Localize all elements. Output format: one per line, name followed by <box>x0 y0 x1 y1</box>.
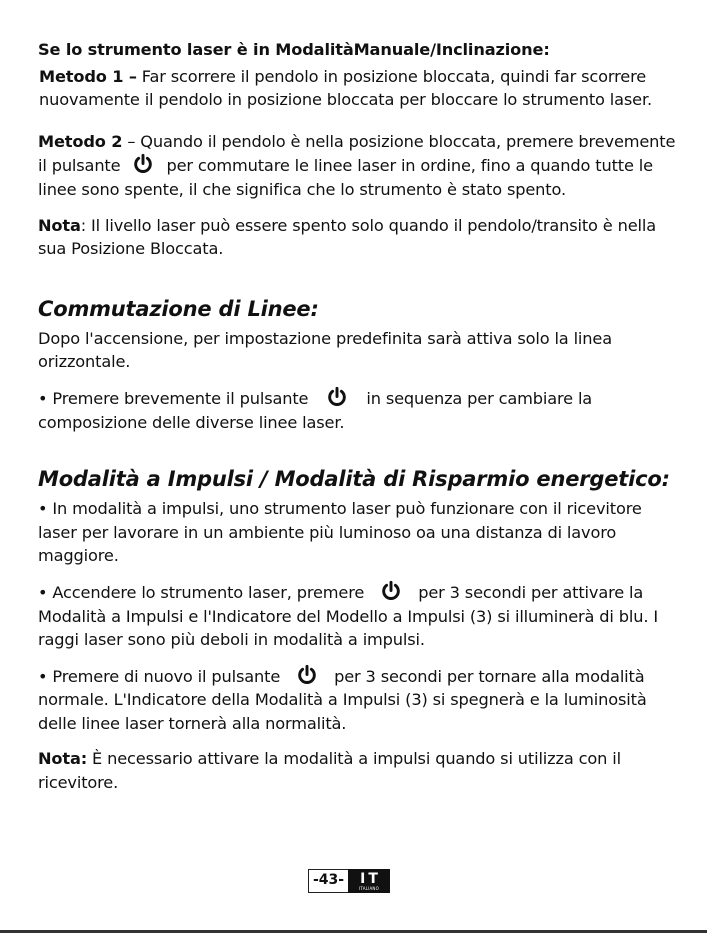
pulse-bullet-3 <box>38 664 678 736</box>
pulse-bullet-2-a: • Accendere lo strumento laser, premere <box>38 582 365 602</box>
power-icon <box>380 580 402 602</box>
power-icon <box>296 664 318 686</box>
line-switching-bullet-a: • Premere brevemente il pulsante <box>38 388 309 408</box>
method-1-label: Metodo 1 – <box>39 66 137 86</box>
note-text-1: : Il livello laser può essere spento solo quando il pendolo/transito è nella sua Posizione Bloccata. <box>38 215 656 259</box>
note-label-2: Nota: <box>38 749 88 769</box>
language-badge <box>348 869 390 893</box>
method-2-label: Metodo 2 <box>38 131 123 151</box>
pulse-bullet-1: • In modalità a impulsi, uno strumento laser può funzionare con il ricevitore laser per lavorare in un ambiente più luminoso oa una distanza di lavoro maggiore. <box>38 499 642 566</box>
page-number: -43- <box>308 869 348 893</box>
language-code: IT <box>360 870 381 887</box>
line-switching-bullet <box>38 386 678 434</box>
language-name: ITALIANO <box>359 885 379 891</box>
method-2-text-a: – Quando il pendolo è nella posizione bloccata, premere brevemente il pulsante <box>38 131 676 176</box>
section-heading-line-switching: Commutazione di Linee: <box>38 296 319 321</box>
pulse-bullet-2-b: per 3 secondi per attivare la Modalità a Impulsi e l'Indicatore del Modello a Impulsi (3) si illuminerà di blu. I raggi laser sono più deboli in modalità a impulsi. <box>38 582 658 650</box>
note-text-2: È necessario attivare la modalità a impulsi quando si utilizza con il ricevitore. <box>38 749 621 793</box>
method-2-paragraph <box>38 130 678 202</box>
method-1-paragraph <box>39 65 678 112</box>
method-1-text: Far scorrere il pendolo in posizione bloccata, quindi far scorrere nuovamente il pendolo in posizione bloccata per bloccare lo strumento laser. <box>39 66 652 110</box>
note-label-1: Nota <box>38 215 81 235</box>
pulse-bullet-3-b: per 3 secondi per tornare alla modalità normale. L'Indicatore della Modalità a Impulsi (3) si spegnerà e la luminosità delle linee laser tornerà alla normalità. <box>38 666 647 733</box>
line-switching-paragraph: Dopo l'accensione, per impostazione predefinita sarà attiva solo la linea orizzontale. <box>38 328 612 372</box>
page-footer <box>308 869 390 893</box>
manual-page <box>38 38 678 795</box>
pulse-bullet-2 <box>38 580 678 652</box>
method-2-text-b: per commutare le linee laser in ordine, fino a quando tutte le linee sono spente, il che significa che lo strumento è stato spento. <box>38 156 653 199</box>
pulse-bullet-3-a: • Premere di nuovo il pulsante <box>38 666 281 686</box>
section-heading-pulse-mode: Modalità a Impulsi / Modalità di Risparmio energetico: <box>38 467 670 492</box>
power-icon <box>132 153 154 175</box>
note-paragraph-2 <box>38 747 678 794</box>
line-switching-bullet-b: in sequenza per cambiare la composizione delle diverse linee laser. <box>38 388 593 432</box>
section-heading-manual-mode: Se lo strumento laser è in ModalitàManuale/Inclinazione: <box>38 40 550 59</box>
power-icon <box>326 386 348 408</box>
note-paragraph-1 <box>38 214 678 261</box>
